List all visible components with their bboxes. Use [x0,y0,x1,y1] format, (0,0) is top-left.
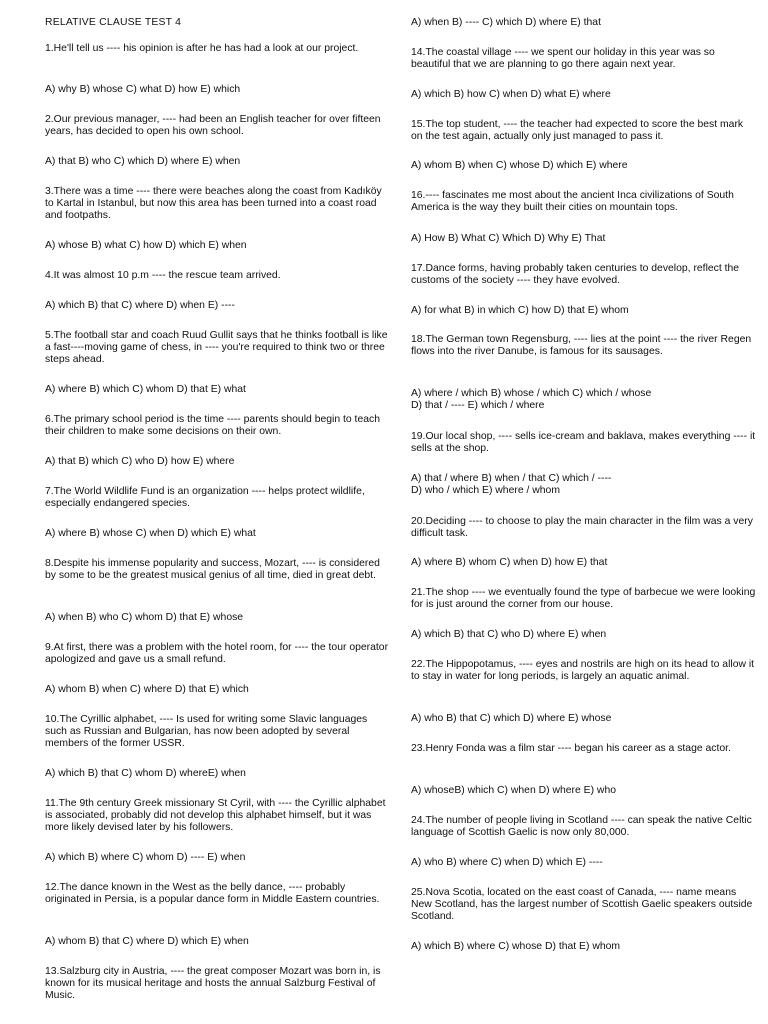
options-21: A) which B) that C) who D) where E) when [411,629,607,640]
page-title: RELATIVE CLAUSE TEST 4 [45,17,182,28]
options-1: A) why B) whose C) what D) how E) which [45,84,241,95]
question-19: 19.Our local shop, ---- sells ice-cream and baklava, makes everything ---- it sells at the shop. [411,431,756,455]
question-20: 20.Deciding ---- to choose to play the main character in the film was a very difficult task. [411,516,753,540]
question-17: 17.Dance forms, having probably taken centuries to develop, reflect the customs of the society ---- they have evolved. [411,263,740,287]
options-20: A) where B) whom C) when D) how E) that [411,557,608,568]
question-24: 24.The number of people living in Scotland ---- can speak the native Celtic language of Scottish Gaelic is now only 80,000. [411,815,752,839]
question-22: 22.The Hippopotamus, ---- eyes and nostrils are high on its head to allow it to stay in water for long periods, is largely an aquatic animal. [411,659,755,683]
options-2: A) that B) who C) which D) where E) when [45,156,241,167]
options-3: A) whose B) what C) how D) which E) when [45,240,247,251]
options-23: A) whoseB) which C) when D) where E) who [411,785,616,796]
options-24: A) who B) where C) when D) which E) ---- [411,857,603,868]
options-6: A) that B) which C) who D) how E) where [45,456,235,467]
question-5: 5.The football star and coach Ruud Gullit says that he thinks football is like a fast----moving game of chess, in ---- you're required to think two or three steps ahead. [45,330,388,366]
question-16: 16.---- fascinates me most about the ancient Inca civilizations of South America is the way they built their cities on mountain tops. [411,190,734,214]
options-11: A) which B) where C) whom D) ---- E) when [45,852,246,863]
question-12: 12.The dance known in the West as the belly dance, ---- probably originated in Persia, is a popular dance form in Middle Eastern countries. [45,882,380,906]
options-15: A) whom B) when C) whose D) which E) where [411,160,628,171]
question-6: 6.The primary school period is the time ---- parents should begin to teach their children to make some decisions on their own. [45,414,380,438]
question-10: 10.The Cyrillic alphabet, ---- Is used for writing some Slavic languages such as Russian and Bulgarian, has now been adopted by several members of the former USSR. [45,714,368,750]
options-22: A) who B) that C) which D) where E) whose [411,713,612,724]
options-25: A) which B) where C) whose D) that E) whom [411,941,621,952]
options-13: A) when B) ---- C) which D) where E) that [411,17,601,28]
options-14: A) which B) how C) when D) what E) where [411,89,611,100]
question-14: 14.The coastal village ---- we spent our holiday in this year was so beautiful that we are planning to go there again next year. [411,47,715,71]
options-12: A) whom B) that C) where D) which E) when [45,936,249,947]
options-17: A) for what B) in which C) how D) that E) whom [411,305,629,316]
question-25: 25.Nova Scotia, located on the east coast of Canada, ---- name means New Scotland, has the largest number of Scottish Gaelic speakers outside Scotland. [411,887,753,923]
options-9: A) whom B) when C) where D) that E) which [45,684,249,695]
options-10: A) which B) that C) whom D) whereE) when [45,768,246,779]
question-1: 1.He'll tell us ---- his opinion is after he has had a look at our project. [45,43,359,54]
question-8: 8.Despite his immense popularity and success, Mozart, ---- is considered by some to be the greatest musical genius of all time, died in great debt. [45,558,380,582]
question-3: 3.There was a time ---- there were beaches along the coast from Kadıköy to Kartal in Istanbul, but now this area has been turned into a coast road and footpaths. [45,186,382,222]
question-13: 13.Salzburg city in Austria, ---- the great composer Mozart was born in, is known for its musical heritage and hosts the annual Salzburg Festival of Music. [45,966,381,1002]
options-16: A) How B) What C) Which D) Why E) That [411,233,606,244]
options-18: A) where / which B) whose / which C) which / whose D) that / ---- E) which / where [411,388,652,412]
options-5: A) where B) which C) whom D) that E) what [45,384,246,395]
options-7: A) where B) whose C) when D) which E) what [45,528,256,539]
question-9: 9.At first, there was a problem with the hotel room, for ---- the tour operator apologized and gave us a small refund. [45,642,389,666]
options-4: A) which B) that C) where D) when E) ---- [45,300,235,311]
question-4: 4.It was almost 10 p.m ---- the rescue team arrived. [45,270,281,281]
question-2: 2.Our previous manager, ---- had been an English teacher for over fifteen years, has decided to open his own school. [45,114,381,138]
question-11: 11.The 9th century Greek missionary St Cyril, with ---- the Cyrillic alphabet is associated, probably did not develop this alphabet himself, but it was more likely devised later by his followers. [45,798,386,834]
question-15: 15.The top student, ---- the teacher had expected to score the best mark on the test again, actually only just managed to pass it. [411,119,744,143]
question-21: 21.The shop ---- we eventually found the type of barbecue we were looking for is just around the corner from our house. [411,587,756,611]
question-7: 7.The World Wildlife Fund is an organization ---- helps protect wildlife, especially endangered species. [45,486,365,510]
options-8: A) when B) who C) whom D) that E) whose [45,612,244,623]
question-18: 18.The German town Regensburg, ---- lies at the point ---- the river Regen flows into the river Danube, is famous for its sausages. [411,334,752,358]
options-19: A) that / where B) when / that C) which / ---- D) who / which E) where / whom [411,473,612,497]
question-23: 23.Henry Fonda was a film star ---- began his career as a stage actor. [411,743,731,754]
